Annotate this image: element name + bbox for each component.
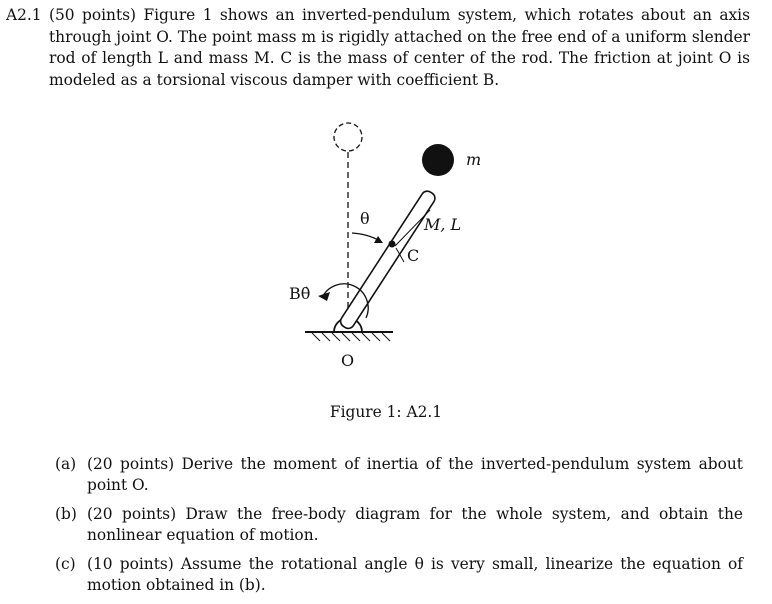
- sub-questions: [55, 454, 743, 604]
- part-b-text: (20 points) Draw the free-body diagram for the whole system, and obtain the nonlinear equation of motion.: [87, 505, 743, 544]
- slender-rod: [338, 189, 437, 331]
- part-c-label: (c): [55, 555, 76, 573]
- vertical-reference-mass: [334, 123, 362, 151]
- point-mass: [422, 144, 454, 176]
- center-of-mass-dot: [389, 241, 396, 248]
- joint-label: O: [341, 351, 355, 370]
- part-a-label: (a): [55, 455, 77, 473]
- angle-label: θ: [360, 209, 370, 228]
- damper-label: Bθ̇: [289, 284, 311, 303]
- figure-caption: Figure 1: A2.1: [329, 403, 443, 421]
- problem-number: A2.1: [6, 6, 42, 24]
- part-a-text: (20 points) Derive the moment of inertia of the inverted-pendulum system about point O.: [87, 455, 743, 494]
- mass-label: m: [466, 150, 482, 169]
- center-label: C: [407, 246, 420, 265]
- part-c: [55, 554, 743, 596]
- problem-text: (50 points) Figure 1 shows an inverted-pendulum system, which rotates about an axis through joint O. The point mass m is rigidly attached on the free end of a uniform slender rod of length L and mass M. C is the mass of center of the rod. The friction at joint O is modeled as a torsional viscous damper with coefficient B.: [49, 6, 750, 89]
- part-b-label: (b): [55, 505, 77, 523]
- ground-hatching: [312, 333, 390, 341]
- rod-label: M, L: [424, 215, 462, 234]
- theta-arc: [352, 233, 380, 241]
- theta-arrowhead: [374, 236, 383, 243]
- part-a: [55, 454, 743, 496]
- part-b: [55, 504, 743, 546]
- part-c-text: (10 points) Assume the rotational angle θ is very small, linearize the equation of motion obtained in (b).: [87, 555, 743, 594]
